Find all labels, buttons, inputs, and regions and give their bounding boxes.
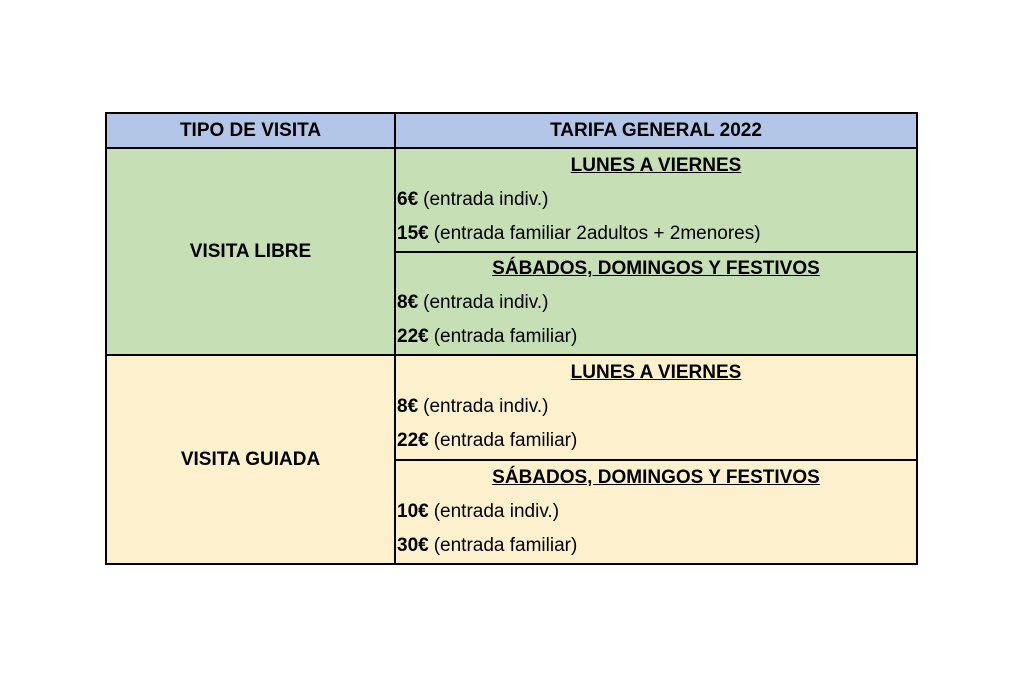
price-description: (entrada familiar) <box>433 326 578 348</box>
price-line <box>396 424 916 458</box>
price-line <box>396 390 916 424</box>
price-line <box>396 495 916 529</box>
price-line <box>396 320 916 354</box>
price-description: (entrada familiar) <box>433 534 578 556</box>
price-description: (entrada familiar) <box>433 430 578 452</box>
price-description: (entrada indiv.) <box>423 396 549 418</box>
price-description: (entrada indiv.) <box>433 500 560 522</box>
price-amount: 15€ <box>397 222 429 244</box>
price-amount: 6€ <box>397 188 419 210</box>
price-line <box>396 183 916 217</box>
period-weekend <box>396 251 916 355</box>
period-title: SÁBADOS, DOMINGOS Y FESTIVOS <box>492 466 820 488</box>
visit-type-guiada: VISITA GUIADA <box>107 356 396 563</box>
period-weekday <box>396 149 916 251</box>
period-title: LUNES A VIERNES <box>570 154 742 176</box>
header-general-rate: TARIFA GENERAL 2022 <box>396 114 916 149</box>
price-line <box>396 529 916 563</box>
rates-guiada <box>396 356 916 563</box>
tariff-table <box>105 112 918 565</box>
price-line <box>396 286 916 320</box>
price-description: (entrada indiv.) <box>423 188 549 210</box>
header-visit-type: TIPO DE VISITA <box>107 114 396 149</box>
period-weekend <box>396 459 916 564</box>
price-amount: 10€ <box>397 500 429 522</box>
price-description: (entrada indiv.) <box>423 292 549 314</box>
price-amount: 30€ <box>397 534 429 556</box>
price-amount: 22€ <box>397 326 429 348</box>
visit-type-libre: VISITA LIBRE <box>107 149 396 356</box>
price-amount: 22€ <box>397 430 429 452</box>
period-title: LUNES A VIERNES <box>570 362 742 384</box>
price-description: (entrada familiar 2adultos + 2menores) <box>433 222 761 244</box>
price-line <box>396 217 916 251</box>
price-amount: 8€ <box>397 292 419 314</box>
price-amount: 8€ <box>397 396 419 418</box>
rates-libre <box>396 149 916 356</box>
period-title: SÁBADOS, DOMINGOS Y FESTIVOS <box>492 258 820 280</box>
period-weekday <box>396 356 916 459</box>
